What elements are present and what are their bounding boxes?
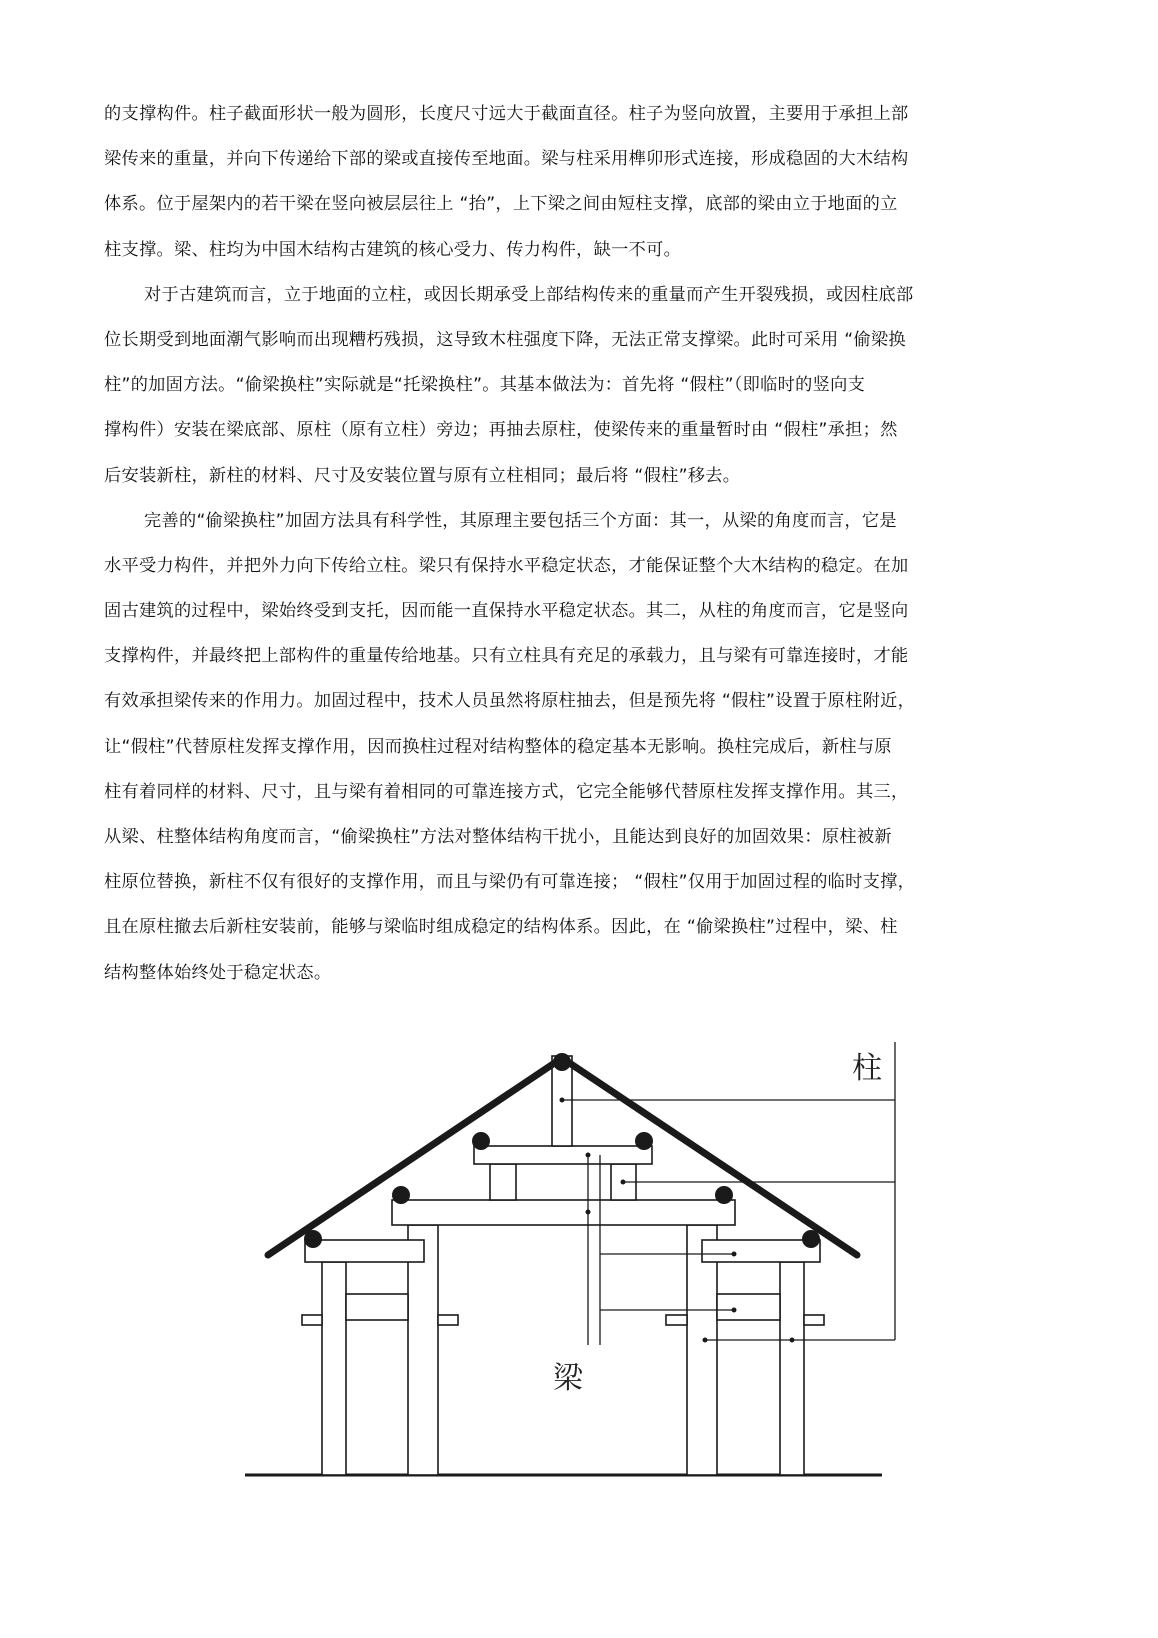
text-line: 从梁、柱整体结构角度而言，“偷梁换柱”方法对整体结构干扰小，且能达到良好的加固效果：原柱被新: [104, 827, 892, 847]
text-line: 位长期受到地面潮气影响而出现糟朽残损，这导致木柱强度下降，无法正常支撑梁。此时可采用 “偷梁换: [104, 329, 906, 350]
outer-column-right: [780, 1262, 804, 1475]
purlin: [635, 1132, 653, 1150]
tenon-end: [302, 1315, 322, 1325]
text-line: 撑构件）安装在梁底部、原柱（原有立柱）旁边；再抽去原柱，使梁传来的重量暂时由 “假柱”承担；然: [104, 420, 898, 441]
text-line: 梁传来的重量，并向下传递给下部的梁或直接传至地面。梁与柱采用榫卯形式连接，形成稳固的大木结构: [104, 149, 909, 170]
text-line: 结构整体始终处于稳定状态。: [104, 962, 332, 983]
text-line: 的支撑构件。柱子截面形状一般为圆形，长度尺寸远大于截面直径。柱子为竖向放置，主要用于承担上部: [104, 104, 909, 124]
text-line: 且在原柱撤去后新柱安装前，能够与梁临时组成稳定的结构体系。因此，在 “偷梁换柱”过程中，梁、柱: [104, 917, 898, 938]
text-line: 对于古建筑而言，立于地面的立柱，或因长期承受上部结构传来的重量而产生开裂残损，或因柱底部: [144, 284, 914, 305]
text-line: 支撑构件，并最终把上部构件的重量传给地基。只有立柱具有充足的承载力，且与梁有可靠连接时，才能: [104, 646, 909, 667]
short-post-left: [490, 1164, 516, 1200]
text-line: 柱”的加固方法。“偷梁换柱”实际就是“托梁换柱”。其基本做法为：首先将 “假柱”（即临时的竖向支: [104, 375, 866, 396]
text-line: 完善的“偷梁换柱”加固方法具有科学性，其原理主要包括三个方面：其一，从梁的角度而言，它是: [144, 510, 897, 531]
text-line: 柱有着同样的材料、尺寸，且与梁有着相同的可靠连接方式，它完全能够代替原柱发挥支撑作用。其三，: [104, 781, 909, 802]
text-line: 让“假柱”代替原柱发挥支撑作用，因而换柱过程对结构整体的稳定基本无影响。换柱完成后，新柱与原: [104, 736, 892, 757]
eave-beam-left: [305, 1240, 424, 1262]
column-label: 柱: [852, 1051, 882, 1086]
text-line: 柱原位替换，新柱不仅有很好的支撑作用，而且与梁仍有可靠连接； “假柱”仅用于加固过程的临时支撑，: [104, 872, 916, 893]
purlin: [472, 1132, 490, 1150]
tie-beam-left: [346, 1294, 408, 1320]
tenon-end: [666, 1315, 687, 1325]
purlin: [715, 1186, 733, 1204]
text-line: 水平受力构件，并把外力向下传给立柱。梁只有保持水平稳定状态，才能保证整个大木结构的稳定。在加: [104, 555, 909, 576]
purlin: [304, 1230, 322, 1248]
frame-members: [245, 1056, 882, 1475]
text-line: 固古建筑的过程中，梁始终受到支托，因而能一直保持水平稳定状态。其二，从柱的角度而言，它是竖向: [104, 601, 909, 622]
purlin-ridge: [553, 1053, 571, 1071]
beam-label: 梁: [553, 1361, 583, 1396]
text-line: 体系。位于屋架内的若干梁在竖向被层层往上 “抬”，上下梁之间由短柱支撑，底部的梁由立于地面的立: [104, 194, 898, 215]
purlin: [802, 1230, 820, 1248]
tie-beam-right: [717, 1294, 780, 1320]
outer-column-left: [322, 1262, 346, 1475]
tenon-end: [438, 1315, 458, 1325]
tenon-end: [804, 1315, 824, 1325]
text-line: 柱支撑。梁、柱均为中国木结构古建筑的核心受力、传力构件，缺一不可。: [104, 239, 682, 260]
eave-beam-right: [702, 1240, 820, 1262]
purlin: [392, 1186, 410, 1204]
upper-beam: [474, 1146, 652, 1164]
text-line: 后安装新柱，新柱的材料、尺寸及安装位置与原有立柱相同；最后将 “假柱”移去。: [104, 465, 741, 486]
main-lower-beam: [392, 1200, 735, 1225]
text-line: 有效承担梁传来的作用力。加固过程中，技术人员虽然将原柱抽去，但是预先将 “假柱”设置于原柱附近，: [104, 691, 916, 712]
